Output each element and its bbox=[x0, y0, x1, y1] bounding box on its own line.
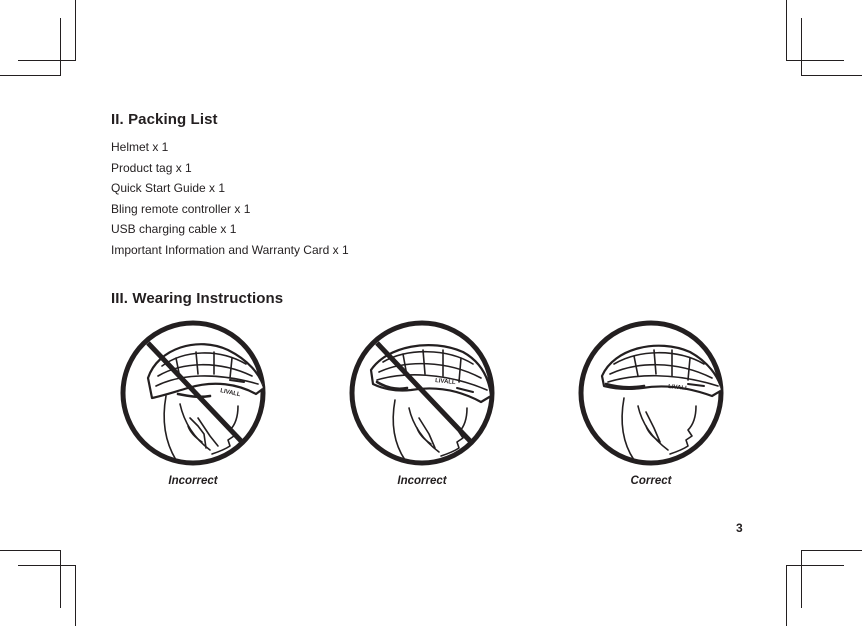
helmet-figure-correct bbox=[576, 318, 726, 468]
packing-list bbox=[111, 137, 349, 260]
helmet-on-head-icon bbox=[118, 318, 268, 468]
figure-caption: Incorrect bbox=[397, 475, 447, 487]
helmet-on-head-icon bbox=[576, 318, 726, 468]
list-item: Bling remote controller x 1 bbox=[111, 201, 251, 216]
list-item: Quick Start Guide x 1 bbox=[111, 181, 226, 195]
helmet-logo-text: LIVALL bbox=[434, 378, 456, 387]
helmet-on-head-icon bbox=[347, 318, 497, 468]
helmet-logo-text: LIVALL bbox=[219, 388, 241, 399]
wearing-instructions-title: III. Wearing Instructions bbox=[111, 290, 284, 307]
list-item: Helmet x 1 bbox=[111, 140, 169, 154]
helmet-figure-incorrect-tilted-forward bbox=[347, 318, 497, 468]
helmet-logo-text: LIVALL bbox=[667, 384, 689, 393]
list-item: USB charging cable x 1 bbox=[111, 222, 237, 236]
figure-caption: Correct bbox=[630, 475, 672, 487]
figure-caption: Incorrect bbox=[168, 475, 218, 487]
page-number: 3 bbox=[736, 521, 743, 535]
list-item: Product tag x 1 bbox=[111, 160, 192, 175]
helmet-figure-incorrect-tilted-back bbox=[118, 318, 268, 468]
list-item: Important Information and Warranty Card x 1 bbox=[111, 242, 349, 257]
packing-list-title: II. Packing List bbox=[111, 111, 218, 128]
